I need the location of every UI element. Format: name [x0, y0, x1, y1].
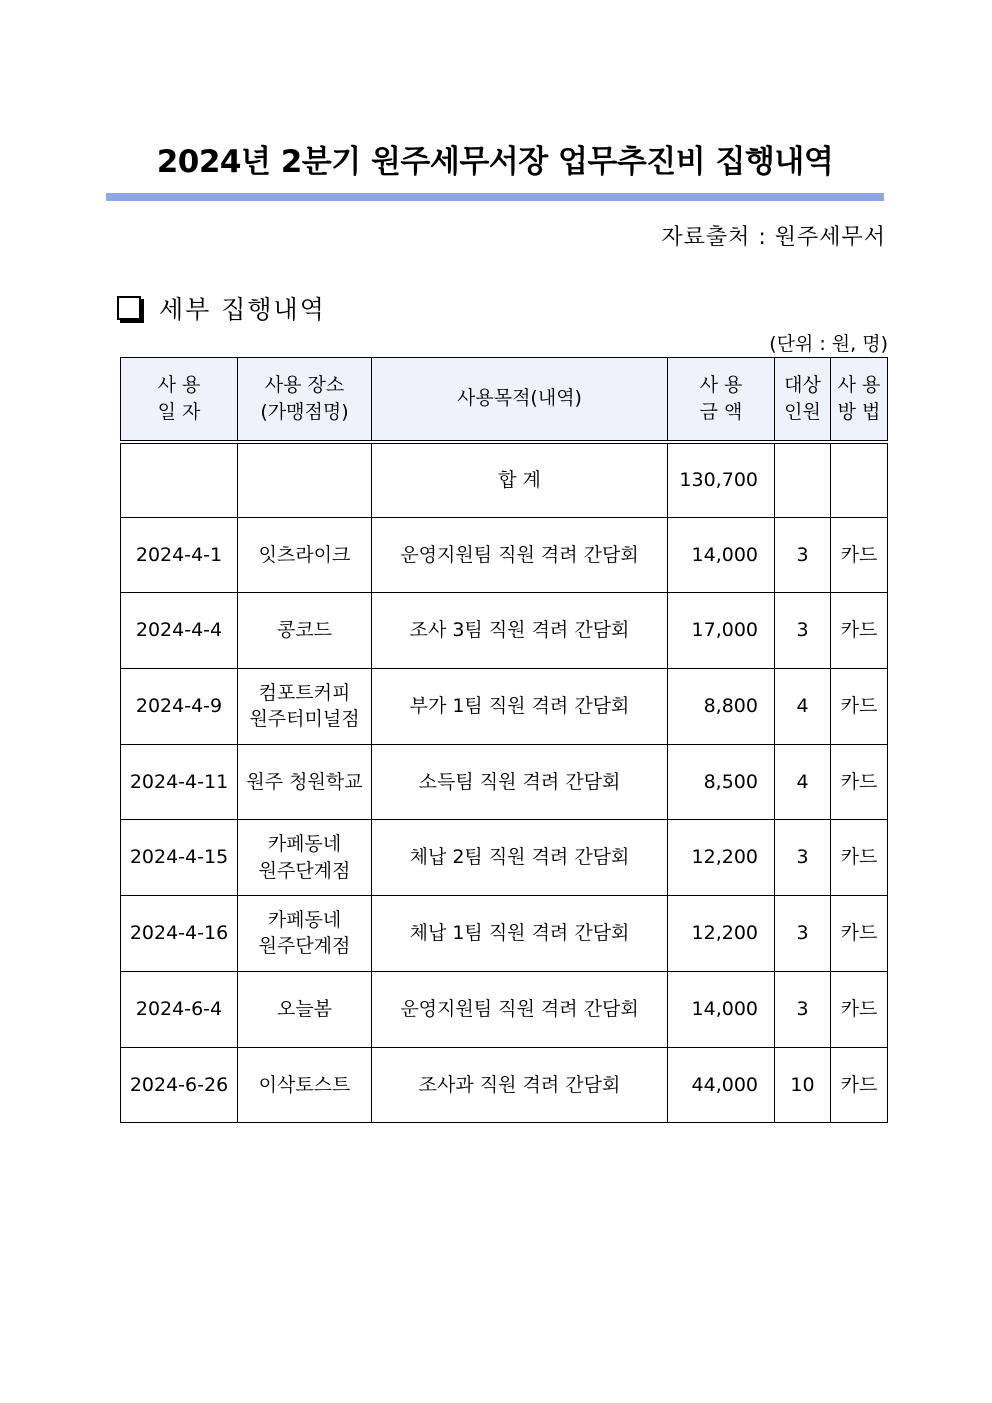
cell-amount: 12,200	[668, 820, 775, 896]
cell-people: 10	[775, 1047, 831, 1123]
cell-place: 오늘봄	[238, 971, 372, 1047]
total-date	[121, 442, 238, 518]
cell-people: 3	[775, 820, 831, 896]
cell-people: 3	[775, 593, 831, 669]
cell-place: 콩코드	[238, 593, 372, 669]
cell-purpose: 부가 1팀 직원 격려 간담회	[372, 669, 668, 745]
total-row	[121, 442, 888, 518]
cell-place: 원주 청원학교	[238, 744, 372, 820]
cell-date: 2024-4-4	[121, 593, 238, 669]
cell-date: 2024-6-4	[121, 971, 238, 1047]
total-people	[775, 442, 831, 518]
cell-method: 카드	[831, 517, 888, 593]
cell-amount: 8,500	[668, 744, 775, 820]
cell-method: 카드	[831, 1047, 888, 1123]
cell-amount: 14,000	[668, 517, 775, 593]
header-people: 대상 인원	[775, 358, 831, 442]
cell-purpose: 조사 3팀 직원 격려 간담회	[372, 593, 668, 669]
cell-people: 3	[775, 896, 831, 972]
total-label: 합 계	[372, 442, 668, 518]
table-row	[121, 517, 888, 593]
header-place: 사용 장소 (가맹점명)	[238, 358, 372, 442]
cell-place: 카페동네 원주단계점	[238, 896, 372, 972]
cell-amount: 14,000	[668, 971, 775, 1047]
cell-purpose: 체납 2팀 직원 격려 간담회	[372, 820, 668, 896]
table-header-row	[121, 358, 888, 442]
title-underline-bar	[106, 193, 884, 201]
header-method: 사 용 방 법	[831, 358, 888, 442]
checkbox-icon	[117, 296, 141, 320]
cell-people: 3	[775, 971, 831, 1047]
table-row	[121, 669, 888, 745]
cell-method: 카드	[831, 820, 888, 896]
cell-method: 카드	[831, 971, 888, 1047]
cell-purpose: 운영지원팀 직원 격려 간담회	[372, 517, 668, 593]
cell-date: 2024-6-26	[121, 1047, 238, 1123]
total-method	[831, 442, 888, 518]
cell-people: 3	[775, 517, 831, 593]
cell-purpose: 조사과 직원 격려 간담회	[372, 1047, 668, 1123]
cell-place: 컴포트커피 원주터미널점	[238, 669, 372, 745]
cell-date: 2024-4-16	[121, 896, 238, 972]
cell-people: 4	[775, 669, 831, 745]
header-date: 사 용 일 자	[121, 358, 238, 442]
header-amount: 사 용 금 액	[668, 358, 775, 442]
total-amount: 130,700	[668, 442, 775, 518]
cell-amount: 17,000	[668, 593, 775, 669]
cell-amount: 12,200	[668, 896, 775, 972]
table-row	[121, 971, 888, 1047]
unit-label: (단위 : 원, 명)	[769, 333, 888, 355]
cell-method: 카드	[831, 669, 888, 745]
cell-place: 잇츠라이크	[238, 517, 372, 593]
table-row	[121, 593, 888, 669]
document-title: 2024년 2분기 원주세무서장 업무추진비 집행내역	[156, 144, 834, 180]
cell-amount: 8,800	[668, 669, 775, 745]
table-row	[121, 744, 888, 820]
cell-purpose: 체납 1팀 직원 격려 간담회	[372, 896, 668, 972]
cell-date: 2024-4-9	[121, 669, 238, 745]
table-row	[121, 1047, 888, 1123]
cell-purpose: 운영지원팀 직원 격려 간담회	[372, 971, 668, 1047]
cell-purpose: 소득팀 직원 격려 간담회	[372, 744, 668, 820]
cell-date: 2024-4-11	[121, 744, 238, 820]
section-title: 세부 집행내역	[159, 295, 326, 324]
total-place	[238, 442, 372, 518]
table-row	[121, 820, 888, 896]
cell-method: 카드	[831, 896, 888, 972]
cell-amount: 44,000	[668, 1047, 775, 1123]
cell-place: 카페동네 원주단계점	[238, 820, 372, 896]
header-purpose: 사용목적(내역)	[372, 358, 668, 442]
expense-table	[120, 357, 888, 1123]
table-row	[121, 896, 888, 972]
cell-place: 이삭토스트	[238, 1047, 372, 1123]
cell-date: 2024-4-1	[121, 517, 238, 593]
cell-method: 카드	[831, 744, 888, 820]
cell-method: 카드	[831, 593, 888, 669]
section-heading	[117, 290, 326, 326]
cell-date: 2024-4-15	[121, 820, 238, 896]
data-source: 자료출처 : 원주세무서	[661, 225, 886, 250]
cell-people: 4	[775, 744, 831, 820]
